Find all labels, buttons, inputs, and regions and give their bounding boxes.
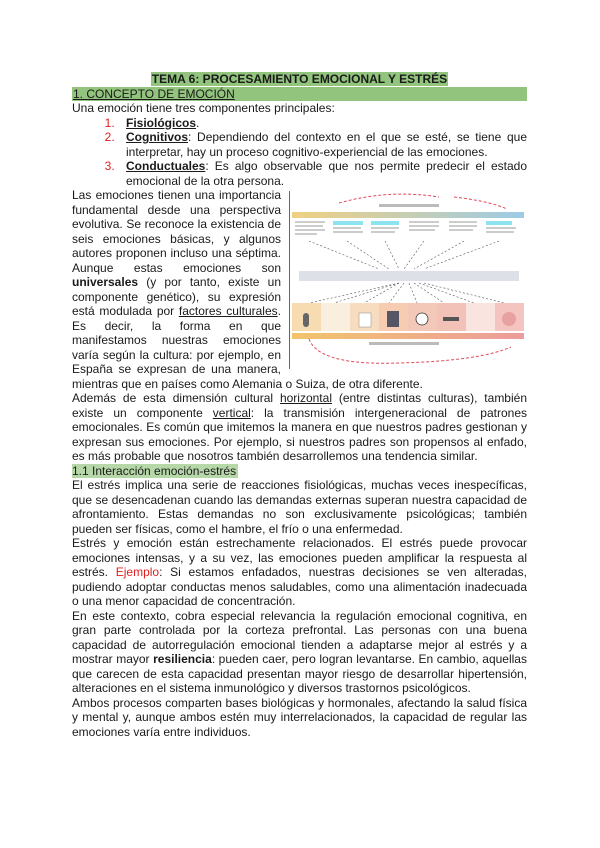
paragraph-regulacion: En este contexto, cobra especial relevancia la regulación emocional cognitiva, en gran parte controlada por la corteza prefrontal. Las personas con una buena capacidad de autorregulación emocional tienden a adaptarse mejor al estrés y a mostrar mayor resiliencia: pueden caer, pero logran levantarse. En cambio, aquellas que carecen de esta capacidad presentan mayor riesgo de desarrollar hipertensión, alteraciones en el sistema inmunológico y diversos trastornos psicológicos. xyxy=(72,608,527,695)
section-heading-concepto: 1. CONCEPTO DE EMOCIÓN xyxy=(72,87,527,102)
paragraph-estres-definicion: El estrés implica una serie de reacciones fisiológicas, muchas veces inespecíficas, que se desencadenan cuando las demandas externas superan nuestra capacidad de afrontamiento. Estas demandas no son exclusivamente psicológicas; también pueden ser físicas, como el hambre, el frío o una enfermedad. xyxy=(72,478,527,536)
components-list xyxy=(72,116,527,189)
components-intro: Una emoción tiene tres componentes principales: xyxy=(72,101,335,115)
list-item: 2. Cognitivos: Dependiendo del contexto en el que se esté, se tiene que interpretar, hay un proceso cognitivo-experiencial de las emociones. xyxy=(118,130,527,159)
document-page xyxy=(72,72,527,739)
paragraph-dimension-cultural: Además de esta dimensión cultural horizontal (entre distintas culturas), también existe un componente vertical: la transmisión intergeneracional de patrones emocionales. Es común que imitemos la manera en que nuestros padres gestionan y expresan sus emociones. Por ejemplo, si nuestros padres son propensos al enfado, es más probable que nosotros también desarrollemos una tendencia similar. xyxy=(72,391,527,463)
paragraph-bases-biologicas: Ambos procesos comparten bases biológicas y hormonales, afectando la salud física y mental y, aunque ambos estén muy interrelacionados, la capacidad de regular las emociones varía entre individuos. xyxy=(72,695,527,739)
list-item: 3. Conductuales: Es algo observable que nos permite predecir el estado emocional de la otra persona. xyxy=(118,159,527,188)
list-item: 1. Fisiológicos. xyxy=(118,116,527,131)
emotion-measurement-figure xyxy=(289,191,527,369)
paragraph-estres-emocion: Estrés y emoción están estrechamente relacionados. El estrés puede provocar emociones intensas, y a su vez, las emociones pueden amplificar la respuesta al estrés. Ejemplo: Si estamos enfadados, nuestras decisiones se ven alteradas, pudiendo adoptar conductas menos saludables, como una alimentación inadecuada o una menor capacidad de concentración. xyxy=(72,536,527,608)
paragraph-emociones-evolutivas: Las emociones tienen una importancia fundamental desde una perspectiva evolutiva. Se reconoce la existencia de seis emociones básicas, y algunos autores proponen incluso una séptima. Aunque estas emociones son universales (y por tanto, existe un componente genético), su expresión está modulada por factores culturales. Es decir, la forma en que manifestamos nuestras emociones varía según la cultura: por ejemplo, en España se expresan de una manera, mientras que en países como Alemania o Suiza, de otra diferente. xyxy=(72,188,423,391)
document-title: TEMA 6: PROCESAMIENTO EMOCIONAL Y ESTRÉS xyxy=(151,72,448,86)
section-heading-interaccion: 1.1 Interacción emoción-estrés xyxy=(72,463,237,478)
